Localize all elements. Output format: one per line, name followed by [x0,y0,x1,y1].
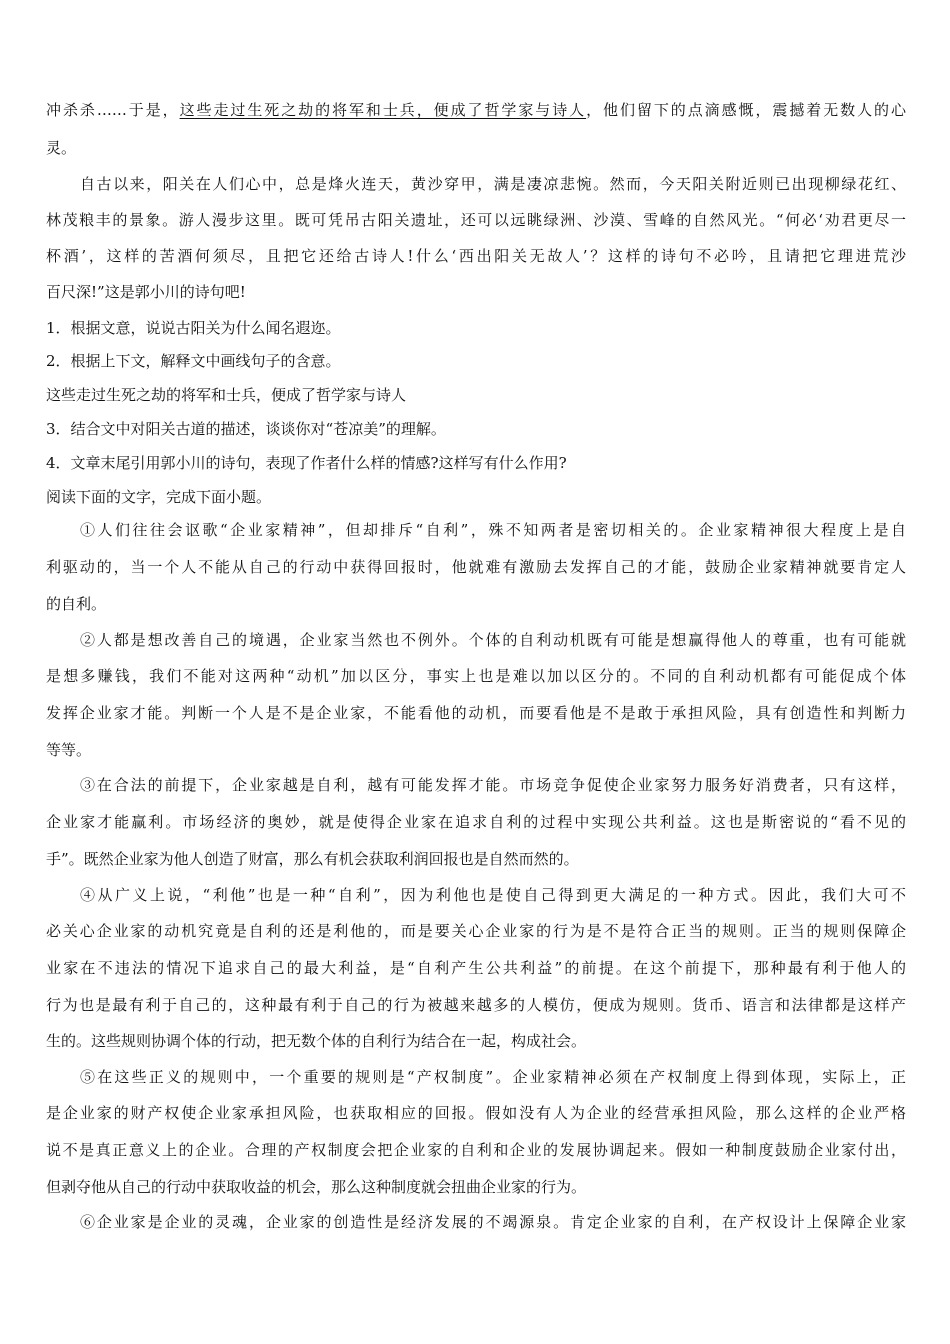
passage1-line: 杯酒’，这样的苦酒何须尽，且把它还给古诗人!什么‘西出阳关无故人’？这样的诗句不必吟，且请把它理进荒沙 [46,247,906,265]
paragraph-4-line: 行为也是最有利于自己的，这种最有利于自己的行为被越来越多的人模仿，便成为规则。货币、语言和法律都是这样产 [46,996,906,1014]
paragraph-5-line: 说不是真正意义上的企业。合理的产权制度会把企业家的自利和企业的发展协调起来。假如一种制度鼓励企业家付出， [46,1141,906,1159]
paragraph-3-line: ③在合法的前提下，企业家越是自利，越有可能发挥才能。市场竞争促使企业家努力服务好消费者，只有这样， [80,776,906,794]
paragraph-2-line: 发挥企业家才能。判断一个人是不是企业家，不能看他的动机，而要看他是不是敢于承担风险，具有创造性和判断力 [46,704,906,722]
paragraph-2-line: 是想多赚钱，我们不能对这两种“动机”加以区分，事实上也是难以加以区分的。不同的自利动机都有可能促成个体 [46,667,906,685]
passage1-line [46,100,906,120]
paragraph-4-line: ④从广义上说，“利他”也是一种“自利”，因为利他也是使自己得到更大满足的一种方式。因此，我们大可不 [80,886,906,904]
paragraph-3-line: 手”。既然企业家为他人创造了财富，那么有机会获取利润回报也是自然而然的。 [46,850,579,868]
paragraph-1-line: 的自利。 [46,595,107,613]
text-run: 冲杀杀……于是， [46,101,180,119]
reading-instruction: 阅读下面的文字，完成下面小题。 [46,488,272,506]
paragraph-5-line: ⑤在这些正义的规则中，一个重要的规则是“产权制度”。企业家精神必须在产权制度上得到体现，实际上，正 [80,1068,906,1086]
passage1-line: 百尺深!”这是郭小川的诗句吧! [46,283,246,301]
question-3: 3．结合文中对阳关古道的描述，谈谈你对“苍凉美”的理解。 [46,420,446,438]
paragraph-5-line: 是企业家的财产权使企业家承担风险，也获取相应的回报。假如没有人为企业的经营承担风险，那么这样的企业严格 [46,1104,906,1122]
paragraph-4-line: 业家在不违法的情况下追求自己的最大利益，是“自利产生公共利益”的前提。在这个前提下，那种最有利于他人的 [46,959,906,977]
passage1-line: 自古以来，阳关在人们心中，总是烽火连天，黄沙穿甲，满是凄凉悲惋。然而，今天阳关附近则已出现柳绿花红、 [80,175,906,193]
paragraph-3-line: 企业家才能赢利。市场经济的奥妙，就是使得企业家在追求自利的过程中实现公共利益。这也是斯密说的“看不见的 [46,813,906,831]
paragraph-2-line: ②人都是想改善自己的境遇，企业家当然也不例外。个体的自利动机既有可能是想赢得他人的尊重，也有可能就 [80,631,906,649]
paragraph-4-line: 必关心企业家的动机究竟是自利的还是利他的，而是要关心企业家的行为是不是符合正当的规则。正当的规则保障企 [46,922,906,940]
paragraph-6-line: ⑥企业家是企业的灵魂，企业家的创造性是经济发展的不竭源泉。肯定企业家的自利，在产权设计上保障企业家 [80,1213,906,1231]
paragraph-1-line: ①人们往往会讴歌“企业家精神”，但却排斥“自利”，殊不知两者是密切相关的。企业家精神很大程度上是自 [80,521,906,539]
paragraph-5-line: 但剥夺他从自己的行动中获取收益的机会，那么这种制度就会扭曲企业家的行为。 [46,1178,587,1196]
question-4: 4．文章末尾引用郭小川的诗句，表现了作者什么样的情感?这样写有什么作用? [46,454,567,472]
passage1-line: 林茂粮丰的景象。游人漫步这里。既可凭吊古阳关遗址，还可以远眺绿洲、沙漠、雪峰的自然风光。“何必‘劝君更尽一 [46,211,906,229]
question-2: 2．根据上下文，解释文中画线句子的含意。 [46,352,341,370]
question-1: 1．根据文意，说说古阳关为什么闻名遐迩。 [46,319,341,337]
underlined-sentence: 这些走过生死之劫的将军和士兵，便成了哲学家与诗人 [179,101,587,119]
paragraph-2-line: 等等。 [46,741,92,759]
question-2-quoted-sentence: 这些走过生死之劫的将军和士兵，便成了哲学家与诗人 [46,386,407,404]
passage1-line: 灵。 [46,139,77,157]
paragraph-4-line: 生的。这些规则协调个体的行动，把无数个体的自利行为结合在一起，构成社会。 [46,1032,587,1050]
paragraph-1-line: 利驱动的，当一个人不能从自己的行动中获得回报时，他就难有激励去发挥自己的才能，鼓励企业家精神就要肯定人 [46,558,906,576]
text-run: ，他们留下的点滴感慨，震撼着无数人的心 [586,101,906,119]
